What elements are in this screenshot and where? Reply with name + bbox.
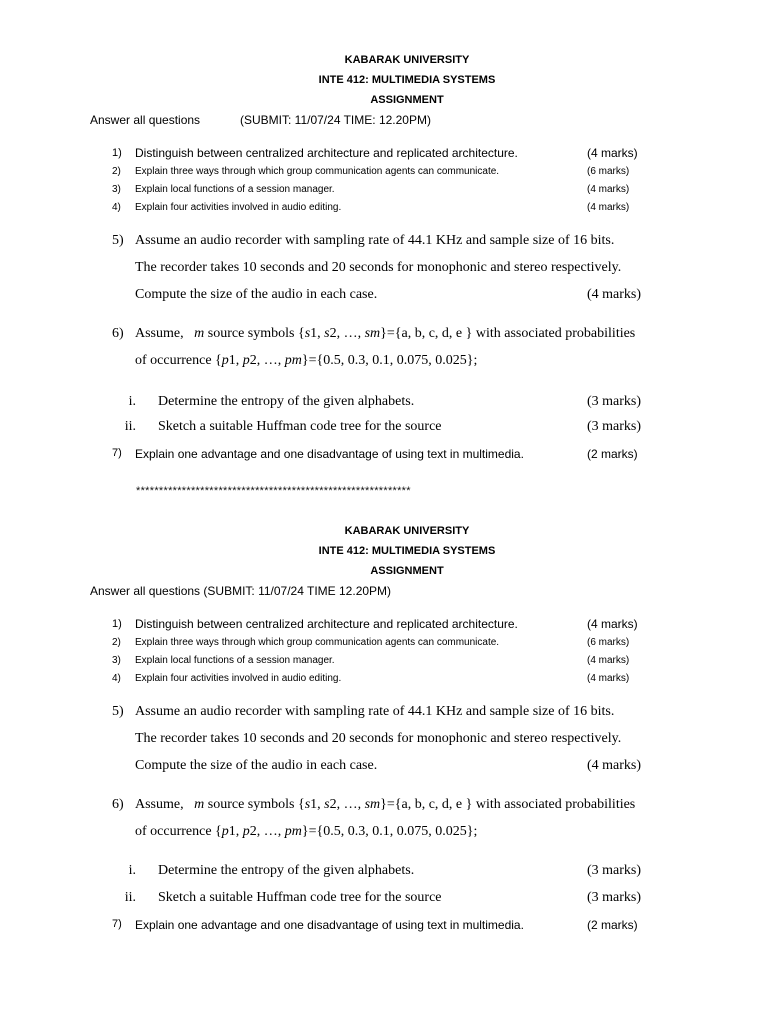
course-title: INTE 412: MULTIMEDIA SYSTEMS <box>318 74 496 86</box>
question-6-ii-number: ii. <box>124 419 136 434</box>
question-7-number: 7) <box>112 918 122 930</box>
question-3-marks: (4 marks) <box>587 655 630 666</box>
question-6-ii-number: ii. <box>124 890 136 905</box>
question-6-i-marks: (3 marks) <box>587 863 642 878</box>
question-6-line-2: of occurrence {p1, p2, …, pm}={0.5, 0.3, 0.1, 0.075, 0.025}; <box>135 824 478 839</box>
university-title: KABARAK UNIVERSITY <box>344 54 470 66</box>
question-3-text: Explain local functions of a session manager. <box>135 184 335 195</box>
question-7-text: Explain one advantage and one disadvantage of using text in multimedia. <box>135 447 524 461</box>
separator-line: ************************************************************ <box>136 485 411 497</box>
question-7-text: Explain one advantage and one disadvantage of using text in multimedia. <box>135 918 524 932</box>
instruction: Answer all questions <box>90 113 201 127</box>
question-1-marks: (4 marks) <box>587 617 638 631</box>
question-5-line-1: Assume an audio recorder with sampling rate of 44.1 KHz and sample size of 16 bits. <box>135 233 615 248</box>
course-title: INTE 412: MULTIMEDIA SYSTEMS <box>318 545 496 557</box>
question-6-i-text: Determine the entropy of the given alphabets. <box>158 863 415 878</box>
question-2-text: Explain three ways through which group communication agents can communicate. <box>135 637 500 648</box>
question-6-ii-text: Sketch a suitable Huffman code tree for the source <box>158 890 442 905</box>
assignment-title: ASSIGNMENT <box>370 565 444 577</box>
question-6-i-text: Determine the entropy of the given alphabets. <box>158 394 415 409</box>
question-6-i-number: i. <box>128 394 136 409</box>
question-7-number: 7) <box>112 447 122 459</box>
submit-deadline: (SUBMIT: 11/07/24 TIME: 12.20PM) <box>240 113 431 127</box>
question-4-number: 4) <box>112 673 121 684</box>
question-5-line-3: Compute the size of the audio in each case. <box>135 287 378 302</box>
question-7-marks: (2 marks) <box>587 447 638 461</box>
question-6-line-1: Assume, m source symbols {s1, s2, …, sm}={a, b, c, d, e } with associated probabilities <box>135 326 636 341</box>
question-5-number: 5) <box>112 704 124 719</box>
question-2-text: Explain three ways through which group communication agents can communicate. <box>135 166 500 177</box>
question-1-number: 1) <box>112 618 122 630</box>
question-5-line-2: The recorder takes 10 seconds and 20 seconds for monophonic and stereo respectively. <box>135 260 622 275</box>
question-6-line-1: Assume, m source symbols {s1, s2, …, sm}={a, b, c, d, e } with associated probabilities <box>135 797 636 812</box>
question-5-line-3: Compute the size of the audio in each case. <box>135 758 378 773</box>
question-6-i-marks: (3 marks) <box>587 394 642 409</box>
question-2-marks: (6 marks) <box>587 166 630 177</box>
question-1-text: Distinguish between centralized architecture and replicated architecture. <box>135 146 518 160</box>
question-5-marks: (4 marks) <box>587 758 642 773</box>
university-title: KABARAK UNIVERSITY <box>344 525 470 537</box>
question-4-text: Explain four activities involved in audio editing. <box>135 202 342 213</box>
assignment-title: ASSIGNMENT <box>370 94 444 106</box>
question-3-number: 3) <box>112 655 121 666</box>
question-1-text: Distinguish between centralized architecture and replicated architecture. <box>135 617 518 631</box>
question-5-marks: (4 marks) <box>587 287 642 302</box>
assignment-copy-2 <box>0 471 768 941</box>
question-5-line-1: Assume an audio recorder with sampling rate of 44.1 KHz and sample size of 16 bits. <box>135 704 615 719</box>
question-4-text: Explain four activities involved in audio editing. <box>135 673 342 684</box>
question-5-line-2: The recorder takes 10 seconds and 20 seconds for monophonic and stereo respectively. <box>135 731 622 746</box>
question-3-number: 3) <box>112 184 121 195</box>
question-6-i-number: i. <box>128 863 136 878</box>
question-6-number: 6) <box>112 326 124 341</box>
question-5-number: 5) <box>112 233 124 248</box>
question-1-marks: (4 marks) <box>587 146 638 160</box>
question-4-marks: (4 marks) <box>587 673 630 684</box>
question-6-ii-text: Sketch a suitable Huffman code tree for the source <box>158 419 442 434</box>
question-2-number: 2) <box>112 637 121 648</box>
question-6-ii-marks: (3 marks) <box>587 890 642 905</box>
question-1-number: 1) <box>112 147 122 159</box>
question-6-ii-marks: (3 marks) <box>587 419 642 434</box>
question-3-text: Explain local functions of a session manager. <box>135 655 335 666</box>
assignment-copy-1 <box>0 0 768 470</box>
question-3-marks: (4 marks) <box>587 184 630 195</box>
question-6-line-2: of occurrence {p1, p2, …, pm}={0.5, 0.3, 0.1, 0.075, 0.025}; <box>135 353 478 368</box>
question-7-marks: (2 marks) <box>587 918 638 932</box>
question-4-number: 4) <box>112 202 121 213</box>
question-2-number: 2) <box>112 166 121 177</box>
question-2-marks: (6 marks) <box>587 637 630 648</box>
question-4-marks: (4 marks) <box>587 202 630 213</box>
instruction-with-deadline: Answer all questions (SUBMIT: 11/07/24 TIME 12.20PM) <box>90 584 392 598</box>
question-6-number: 6) <box>112 797 124 812</box>
